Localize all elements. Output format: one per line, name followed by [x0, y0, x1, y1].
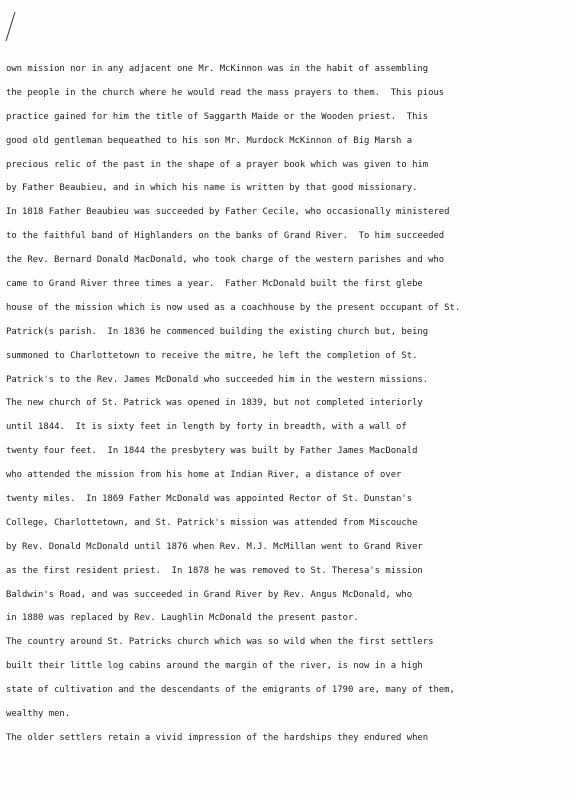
text-line: as the first resident priest. In 1878 he was removed to St. Theresa's mission	[6, 565, 423, 576]
text-line: summoned to Charlottetown to receive the mitre, he left the completion of St.	[6, 350, 418, 361]
text-line: The new church of St. Patrick was opened in 1839, but not completed interiorly	[6, 398, 423, 409]
text-line: until 1844. It is sixty feet in length by forty in breadth, with a wall of	[6, 422, 407, 433]
text-line: by Rev. Donald McDonald until 1876 when Rev. M.J. McMillan went to Grand River	[6, 541, 423, 552]
text-line: state of cultivation and the descendants of the emigrants of 1790 are, many of them,	[6, 685, 455, 696]
text-line: came to Grand River three times a year. Father McDonald built the first glebe	[6, 279, 423, 290]
text-line: Baldwin's Road, and was succeeded in Grand River by Rev. Angus McDonald, who	[6, 589, 413, 600]
text-line: precious relic of the past in the shape of a prayer book which was given to him	[6, 159, 429, 170]
text-line: College, Charlottetown, and St. Patrick's mission was attended from Miscouche	[6, 517, 418, 528]
text-line: In 1818 Father Beaubieu was succeeded by Father Cecile, who occasionally ministered	[6, 207, 450, 218]
text-line: wealthy men.	[6, 709, 71, 720]
text-line: house of the mission which is now used as a coachhouse by the present occupant of St.	[6, 302, 461, 313]
typed-text-body	[6, 58, 572, 751]
margin-pen-stroke	[4, 10, 18, 42]
text-line: The older settlers retain a vivid impression of the hardships they endured when	[6, 732, 429, 743]
text-line: the Rev. Bernard Donald MacDonald, who took charge of the western parishes and who	[6, 255, 445, 266]
text-line: Patrick(s parish. In 1836 he commenced building the existing church but, being	[6, 326, 429, 337]
text-line: twenty miles. In 1869 Father McDonald was appointed Rector of St. Dunstan's	[6, 494, 413, 505]
text-line: who attended the mission from his home at Indian River, a distance of over	[6, 470, 402, 481]
text-line: The country around St. Patricks church which was so wild when the first settlers	[6, 637, 434, 648]
text-line: the people in the church where he would read the mass prayers to them. This pious	[6, 87, 445, 98]
text-line: built their little log cabins around the margin of the river, is now in a high	[6, 661, 423, 672]
text-line: Patrick's to the Rev. James McDonald who succeeded him in the western missions.	[6, 374, 429, 385]
text-line: practice gained for him the title of Saggarth Maide or the Wooden priest. This	[6, 111, 429, 122]
text-line: by Father Beaubieu, and in which his name is written by that good missionary.	[6, 183, 418, 194]
text-line: in 1880 was replaced by Rev. Laughlin McDonald the present pastor.	[6, 613, 359, 624]
text-line: own mission nor in any adjacent one Mr. McKinnon was in the habit of assembling	[6, 64, 429, 74]
text-line: to the faithful band of Highlanders on the banks of Grand River. To him succeeded	[6, 231, 445, 242]
text-line: twenty four feet. In 1844 the presbytery was built by Father James MacDonald	[6, 446, 418, 457]
text-line: good old gentleman bequeathed to his son Mr. Murdock McKinnon of Big Marsh a	[6, 135, 413, 146]
